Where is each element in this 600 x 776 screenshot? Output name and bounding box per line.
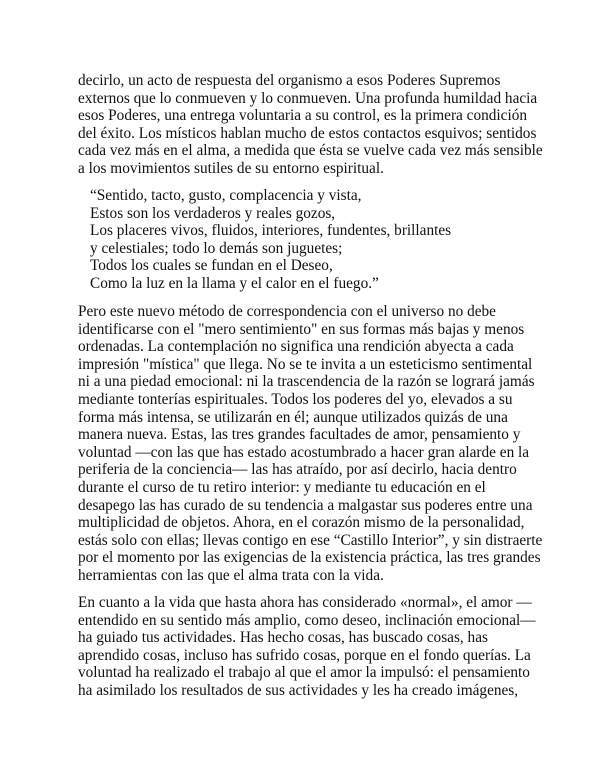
text-line: estás solo con ellas; llevas contigo en ese “Castillo Interior”, y sin distraerte bbox=[78, 531, 543, 549]
text-line: externos que lo conmueven y lo conmueven. Una profunda humildad hacia bbox=[78, 89, 538, 107]
text-line: Pero este nuevo método de correspondencia con el universo no debe bbox=[78, 303, 496, 320]
text-line: por el momento por las exigencias de la existencia práctica, las tres grandes bbox=[78, 549, 541, 567]
text-line: voluntad —con las que has estado acostumbrado a hacer gran alarde en la bbox=[78, 443, 530, 461]
text-line: decirlo, un acto de respuesta del organismo a esos Poderes Supremos bbox=[78, 72, 501, 89]
text-line: ni a una piedad emocional: ni la trascendencia de la razón se logrará jamás bbox=[78, 373, 535, 391]
verse-line: Todos los cuales se fundan en el Deseo, bbox=[90, 257, 333, 275]
text-line: del éxito. Los místicos hablan mucho de estos contactos esquivos; sentidos bbox=[78, 124, 537, 142]
text-line: multiplicidad de objetos. Ahora, en el corazón mismo de la personalidad, bbox=[78, 514, 525, 532]
text-line: manera nueva. Estas, las tres grandes facultades de amor, pensamiento y bbox=[78, 426, 521, 444]
text-line: forma más intensa, se utilizarán en él; aunque utilizados quizás de una bbox=[78, 408, 508, 426]
verse-line: Los placeres vivos, fluidos, interiores, fundentes, brillantes bbox=[90, 222, 452, 240]
verse-quote bbox=[90, 187, 550, 293]
paragraph bbox=[78, 303, 543, 585]
verse-line: y celestiales; todo lo demás son juguetes; bbox=[90, 239, 343, 257]
text-line: mediante tonterías espirituales. Todos los poderes del yo, elevados a su bbox=[78, 390, 513, 408]
verse-line: Estos son los verdaderos y reales gozos, bbox=[90, 204, 336, 222]
text-line: ha guiado tus actividades. Has hecho cosas, has buscado cosas, has bbox=[78, 629, 488, 647]
text-line: periferia de la conciencia— las has atraído, por así decirlo, hacia dentro bbox=[78, 461, 517, 479]
paragraph bbox=[78, 594, 538, 700]
text-line: entendido en su sentido más amplio, como deseo, inclinación emocional— bbox=[78, 611, 536, 629]
text-line: desapego las has curado de su tendencia a malgastar sus poderes entre una bbox=[78, 496, 533, 514]
verse-line: “Sentido, tacto, gusto, complacencia y vista, bbox=[90, 187, 362, 204]
text-line: herramientas con las que el alma trata con la vida. bbox=[78, 566, 384, 584]
text-line: a los movimientos sutiles de su entorno espiritual. bbox=[78, 159, 384, 177]
text-line: esos Poderes, una entrega voluntaria a su control, es la primera condición bbox=[78, 107, 527, 125]
text-line: cada vez más en el alma, a medida que ésta se vuelve cada vez más sensible bbox=[78, 142, 543, 160]
text-line: identificarse con el "mero sentimiento" en sus formas más bajas y menos bbox=[78, 320, 525, 338]
text-line: aprendido cosas, incluso has sufrido cosas, porque en el fondo querías. La bbox=[78, 646, 531, 664]
text-line: durante el curso de tu retiro interior: y mediante tu educación en el bbox=[78, 478, 486, 496]
text-line: ordenadas. La contemplación no significa una rendición abyecta a cada bbox=[78, 338, 514, 356]
text-line: voluntad ha realizado el trabajo al que el amor la impulsó: el pensamiento bbox=[78, 664, 530, 682]
verse-line: Como la luz en la llama y el calor en el fuego.” bbox=[90, 274, 379, 292]
text-line: ha asimilado los resultados de sus actividades y les ha creado imágenes, bbox=[78, 681, 519, 699]
paragraph bbox=[78, 72, 543, 178]
text-line: En cuanto a la vida que hasta ahora has considerado «normal», el amor — bbox=[78, 594, 532, 611]
text-line: impresión "mística" que llega. No se te invita a un esteticismo sentimental bbox=[78, 355, 533, 373]
